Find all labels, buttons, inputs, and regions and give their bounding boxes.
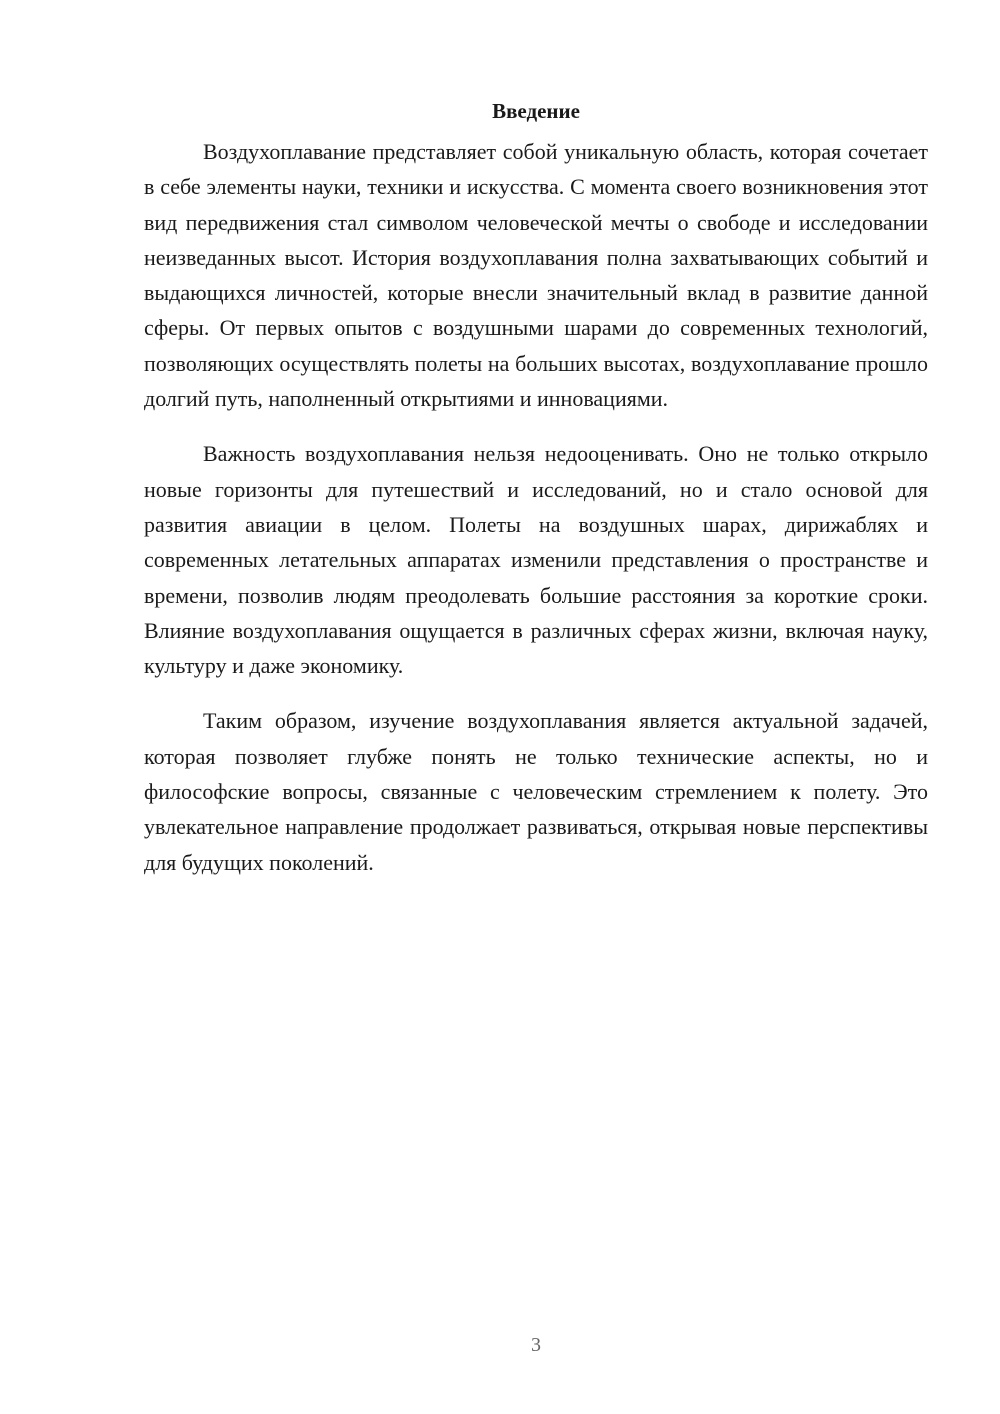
paragraph-1: Воздухоплавание представляет собой уникальную область, которая сочетает в себе элементы науки, техники и искусства. С момента своего возникновения этот вид передвижения стал символом человеческой мечты о свободе и исследовании неизведанных высот. История воздухоплавания полна захватывающих событий и выдающихся личностей, которые внесли значительный вклад в развитие данной сферы. От первых опытов с воздушными шарами до современных технологий, позволяющих осуществлять полеты на больших высотах, воздухоплавание прошло долгий путь, наполненный открытиями и инновациями. xyxy=(144,139,928,412)
paragraph-2: Важность воздухоплавания нельзя недооценивать. Оно не только открыло новые горизонты для путешествий и исследований, но и стало основой для развития авиации в целом. Полеты на воздушных шарах, дирижаблях и современных летательных аппаратах изменили представления о пространстве и времени, позволив людям преодолевать большие расстояния за короткие сроки. Влияние воздухоплавания ощущается в различных сферах жизни, включая науку, культуру и даже экономику. xyxy=(144,441,928,679)
section-title: Введение xyxy=(492,99,580,123)
paragraph-3: Таким образом, изучение воздухоплавания является актуальной задачей, которая позволяет глубже понять не только технические аспекты, но и философские вопросы, связанные с человеческим стремлением к полету. Это увлекательное направление продолжает развиваться, открывая новые перспективы для будущих поколений. xyxy=(144,708,928,875)
page-content xyxy=(144,98,928,900)
page-number: 3 xyxy=(531,1334,541,1356)
